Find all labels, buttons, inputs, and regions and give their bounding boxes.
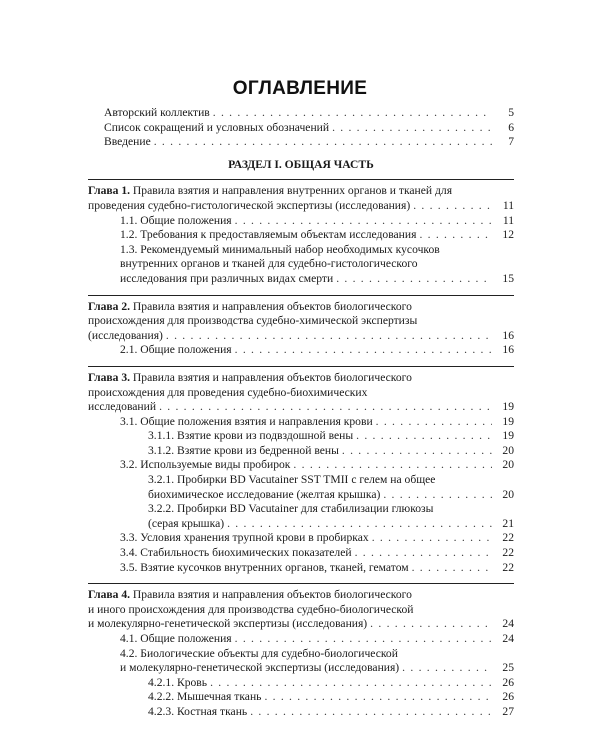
toc-entry-last-line bbox=[88, 617, 492, 632]
dot-leader bbox=[372, 531, 492, 546]
dot-leader bbox=[413, 199, 492, 214]
page-number: 7 bbox=[494, 135, 514, 150]
page-number: 20 bbox=[494, 488, 514, 503]
toc-entry-line: 3.2.1. Пробирки BD Vacutainer SST TMII с гелем на общее bbox=[148, 473, 436, 487]
page-title: ОГЛАВЛЕНИЕ bbox=[232, 78, 368, 99]
page-number: 20 bbox=[494, 458, 514, 473]
dot-leader bbox=[235, 632, 492, 647]
toc-entry[interactable] bbox=[88, 343, 514, 358]
dot-leader bbox=[402, 661, 492, 676]
toc-entry[interactable] bbox=[88, 184, 514, 213]
toc-entry-last-line bbox=[120, 228, 492, 243]
toc-entry-text: проведения судебно-гистологической экспертизы (исследования) bbox=[88, 198, 411, 212]
toc-entry[interactable] bbox=[88, 690, 514, 705]
toc-entry-last-line bbox=[104, 135, 492, 150]
toc-entry-last-line bbox=[120, 546, 492, 561]
toc-entry-last-line bbox=[148, 488, 492, 503]
toc-entry-text: Список сокращений и условных обозначений bbox=[104, 120, 330, 134]
toc-entry[interactable] bbox=[88, 106, 514, 121]
dot-leader bbox=[419, 228, 492, 243]
toc-entry-text: исследований bbox=[88, 400, 157, 414]
toc-entry[interactable] bbox=[88, 502, 514, 531]
toc-entry-text: 3.1.1. Взятие крови из подвздошной вены bbox=[148, 429, 354, 443]
toc-entry-text: (серая крышка) bbox=[148, 516, 225, 530]
page-number: 16 bbox=[494, 329, 514, 344]
toc-entry-line: происхождения для проведения судебно-биохимических bbox=[88, 385, 368, 399]
toc-entry-line: Глава 3. Правила взятия и направления объектов биологического bbox=[88, 370, 412, 384]
toc-entry-last-line bbox=[120, 661, 492, 676]
toc-entry-line: внутренних органов и тканей для судебно-гистологического bbox=[120, 257, 418, 271]
page-number: 19 bbox=[494, 400, 514, 415]
toc-entry-last-line bbox=[148, 705, 492, 720]
dot-leader bbox=[376, 415, 492, 430]
dot-leader bbox=[332, 121, 492, 136]
toc-entry-text: 2.1. Общие положения bbox=[120, 343, 232, 357]
toc-entry-line: и иного происхождения для производства судебно-биологической bbox=[88, 602, 414, 616]
toc-entry-last-line bbox=[148, 676, 492, 691]
toc-entry-last-line bbox=[104, 121, 492, 136]
toc-entry[interactable] bbox=[88, 531, 514, 546]
toc-entry-text: и молекулярно-генетической экспертизы (исследования) bbox=[120, 661, 400, 675]
toc-entry[interactable] bbox=[88, 473, 514, 502]
toc-entry-last-line bbox=[88, 199, 492, 214]
toc-entry[interactable] bbox=[88, 588, 514, 632]
section-title: РАЗДЕЛ I. ОБЩАЯ ЧАСТЬ bbox=[228, 157, 374, 171]
toc-entry-text: 4.2.2. Мышечная ткань bbox=[148, 690, 262, 704]
spacer bbox=[88, 358, 514, 362]
toc-entry-text: Авторский коллектив bbox=[104, 106, 210, 119]
table-of-contents bbox=[88, 106, 514, 720]
dot-leader bbox=[213, 106, 492, 121]
toc-entry-text: 3.5. Взятие кусочков внутренних органов, тканей, гематом bbox=[120, 560, 409, 574]
toc-entry-line: 1.3. Рекомендуемый минимальный набор необходимых кусочков bbox=[120, 242, 440, 256]
chapter-block bbox=[88, 184, 514, 286]
dot-leader bbox=[383, 488, 492, 503]
toc-entry[interactable] bbox=[88, 632, 514, 647]
toc-entry-line: Глава 4. Правила взятия и направления объектов биологического bbox=[88, 588, 412, 602]
dot-leader bbox=[166, 329, 492, 344]
chapter-block bbox=[88, 588, 514, 719]
toc-entry-last-line bbox=[148, 690, 492, 705]
toc-entry[interactable] bbox=[88, 444, 514, 459]
toc-entry-text: 4.2.1. Кровь bbox=[148, 675, 208, 689]
toc-entry[interactable] bbox=[88, 135, 514, 150]
toc-entry-text: 3.1.2. Взятие крови из бедренной вены bbox=[148, 443, 339, 457]
toc-entry-last-line bbox=[88, 329, 492, 344]
toc-entry-line: происхождения для производства судебно-химической экспертизы bbox=[88, 314, 418, 328]
page-number: 5 bbox=[494, 106, 514, 121]
toc-entry-text: 1.1. Общие положения bbox=[120, 213, 232, 227]
spacer bbox=[88, 575, 514, 579]
dot-leader bbox=[293, 458, 492, 473]
toc-entry-last-line bbox=[148, 429, 492, 444]
toc-entry[interactable] bbox=[88, 121, 514, 136]
chapter-label: Глава 3. bbox=[88, 370, 133, 384]
toc-entry-line: 4.2. Биологические объекты для судебно-биологической bbox=[120, 646, 398, 660]
page-number: 6 bbox=[494, 121, 514, 136]
toc-entry-last-line bbox=[148, 517, 492, 532]
toc-entry[interactable] bbox=[88, 676, 514, 691]
toc-entry-text: и молекулярно-генетической экспертизы (исследования) bbox=[88, 617, 368, 631]
divider bbox=[88, 295, 514, 296]
toc-entry-last-line bbox=[120, 531, 492, 546]
toc-entry-last-line bbox=[120, 415, 492, 430]
dot-leader bbox=[250, 705, 492, 720]
toc-entry-text: Введение bbox=[104, 135, 151, 149]
toc-entry-last-line bbox=[88, 400, 492, 415]
toc-entry-last-line bbox=[120, 272, 492, 287]
toc-entry[interactable] bbox=[88, 300, 514, 344]
toc-entry-text: 3.2. Используемые виды пробирок bbox=[120, 458, 291, 472]
dot-leader bbox=[227, 517, 492, 532]
dot-leader bbox=[210, 676, 492, 691]
toc-entry-line: Глава 1. Правила взятия и направления внутренних органов и тканей для bbox=[88, 184, 453, 198]
toc-entry-text: 4.1. Общие положения bbox=[120, 632, 232, 645]
page-number: 26 bbox=[494, 676, 514, 691]
divider bbox=[88, 583, 514, 584]
toc-entry-last-line bbox=[120, 561, 492, 576]
spacer bbox=[88, 287, 514, 291]
toc-entry-line: Глава 2. Правила взятия и направления объектов биологического bbox=[88, 299, 412, 313]
toc-entry[interactable] bbox=[88, 458, 514, 473]
page-number: 27 bbox=[494, 705, 514, 720]
chapter-label: Глава 1. bbox=[88, 184, 133, 198]
dot-leader bbox=[355, 546, 492, 561]
toc-entry-last-line bbox=[148, 444, 492, 459]
dot-leader bbox=[336, 272, 492, 287]
toc-entry-last-line bbox=[120, 343, 492, 358]
toc-entry-text: 3.1. Общие положения взятия и направления крови bbox=[120, 414, 373, 428]
page-number: 15 bbox=[494, 272, 514, 287]
toc-entry[interactable] bbox=[88, 647, 514, 676]
toc-entry-text: 3.3. Условия хранения трупной крови в пробирках bbox=[120, 531, 369, 545]
dot-leader bbox=[342, 444, 492, 459]
chapters bbox=[88, 179, 514, 719]
page-number: 11 bbox=[494, 214, 514, 229]
page-number: 22 bbox=[494, 561, 514, 576]
page-number: 19 bbox=[494, 415, 514, 430]
dot-leader bbox=[235, 214, 492, 229]
toc-entry-text: (исследования) bbox=[88, 328, 163, 342]
toc-entry[interactable] bbox=[88, 228, 514, 243]
dot-leader bbox=[412, 561, 492, 576]
toc-entry[interactable] bbox=[88, 429, 514, 444]
page-number: 16 bbox=[494, 343, 514, 358]
divider bbox=[88, 366, 514, 367]
toc-entry[interactable] bbox=[88, 546, 514, 561]
chapter-label: Глава 2. bbox=[88, 299, 133, 313]
page-number: 11 bbox=[494, 199, 514, 214]
toc-entry[interactable] bbox=[88, 705, 514, 720]
divider bbox=[88, 179, 514, 180]
toc-entry-text: 4.2.3. Костная ткань bbox=[148, 704, 248, 718]
page-number: 21 bbox=[494, 517, 514, 532]
page-number: 22 bbox=[494, 546, 514, 561]
page-number: 12 bbox=[494, 228, 514, 243]
toc-entry[interactable] bbox=[88, 214, 514, 229]
page-number: 25 bbox=[494, 661, 514, 676]
dot-leader bbox=[235, 343, 492, 358]
page-number: 24 bbox=[494, 617, 514, 632]
page-number: 24 bbox=[494, 632, 514, 647]
dot-leader bbox=[159, 400, 492, 415]
toc-entry[interactable] bbox=[88, 371, 514, 415]
toc-entry[interactable] bbox=[88, 561, 514, 576]
page-number: 22 bbox=[494, 531, 514, 546]
toc-entry-text: 3.4. Стабильность биохимических показателей bbox=[120, 546, 352, 560]
chapter-block bbox=[88, 371, 514, 575]
toc-entry-text: исследования при различных видах смерти bbox=[120, 271, 334, 285]
page-number: 19 bbox=[494, 429, 514, 444]
dot-leader bbox=[154, 135, 492, 150]
toc-entry-last-line bbox=[120, 458, 492, 473]
toc-entry-text: 1.2. Требования к предоставляемым объектам исследования bbox=[120, 228, 417, 242]
toc-entry-last-line bbox=[120, 214, 492, 229]
toc-entry[interactable] bbox=[88, 415, 514, 430]
page-number: 26 bbox=[494, 690, 514, 705]
dot-leader bbox=[356, 429, 492, 444]
page-number: 20 bbox=[494, 444, 514, 459]
dot-leader bbox=[264, 690, 492, 705]
chapter-block bbox=[88, 300, 514, 358]
front-matter bbox=[88, 106, 514, 150]
dot-leader bbox=[370, 617, 492, 632]
toc-entry-last-line bbox=[104, 106, 492, 121]
chapter-label: Глава 4. bbox=[88, 588, 133, 602]
toc-entry-text: биохимическое исследование (желтая крышка) bbox=[148, 487, 381, 501]
toc-entry-last-line bbox=[120, 632, 492, 647]
toc-entry[interactable] bbox=[88, 243, 514, 287]
toc-entry-line: 3.2.2. Пробирки BD Vacutainer для стабилизации глюкозы bbox=[148, 502, 434, 516]
